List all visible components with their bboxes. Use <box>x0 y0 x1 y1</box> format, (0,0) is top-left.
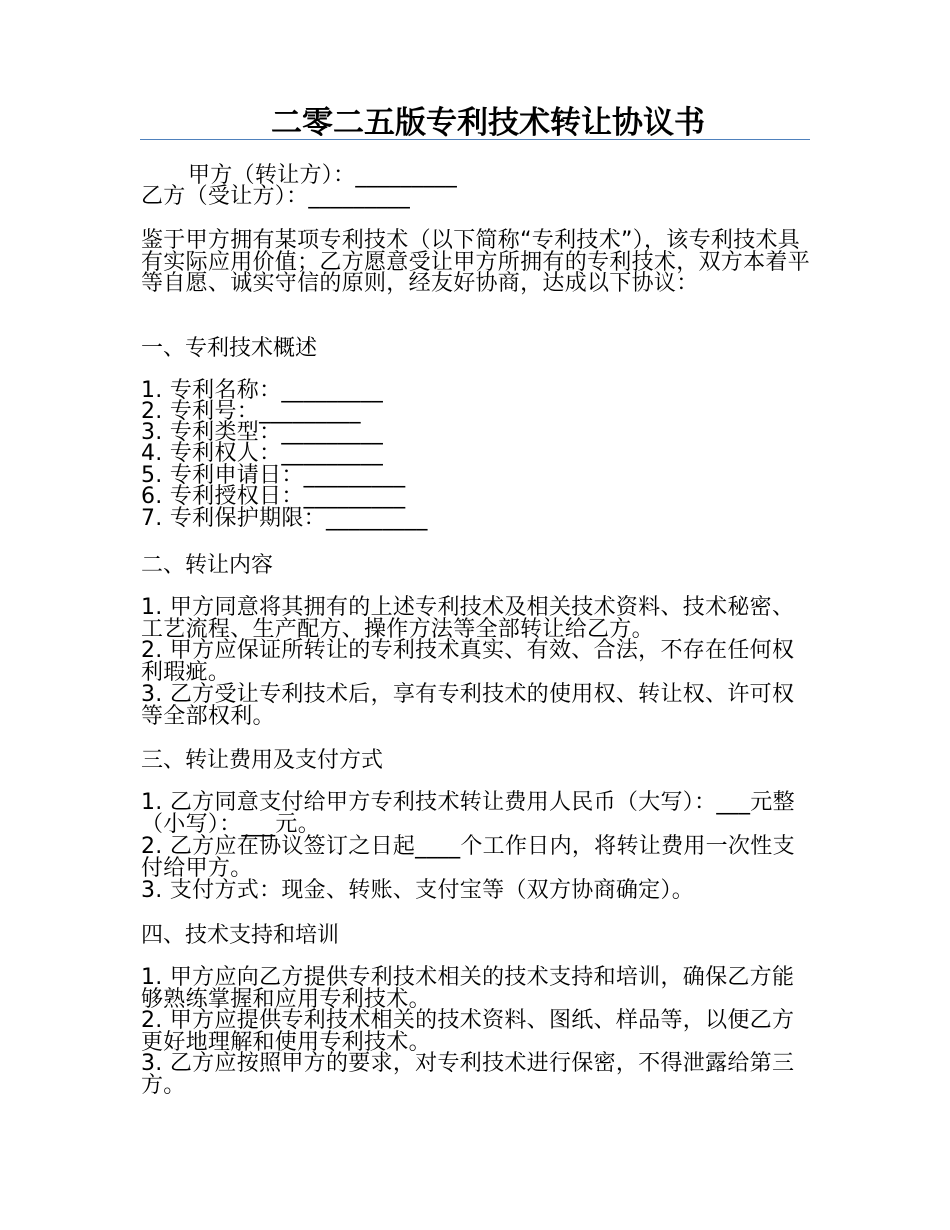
fees-item-2: 2. 乙方应在协议签订之日起____个工作日内，将转让费用一次性支付给甲方。 <box>141 834 795 881</box>
overview-item-protection-term: 7. 专利保护期限：_________ <box>141 506 428 531</box>
overview-item-patent-type: 3. 专利类型：_________ <box>141 420 384 445</box>
overview-item-patentee: 4. 专利权人：_________ <box>141 441 384 466</box>
support-item-2: 2. 甲方应提供专利技术相关的技术资料、图纸、样品等，以便乙方更好地理解和使用专利技术。 <box>141 1008 795 1055</box>
party-a-line: 甲方（转让方）：_________ <box>188 163 458 188</box>
preamble-paragraph: 鉴于甲方拥有某项专利技术（以下简称“专利技术”），该专利技术具有实际应用价值；乙方愿意受让甲方所拥有的专利技术，双方本着平等自愿、诚实守信的原则，经友好协商，达成以下协议： <box>141 228 811 296</box>
overview-item-grant-date: 6. 专利授权日：_________ <box>141 484 406 509</box>
fees-item-3: 3. 支付方式：现金、转账、支付宝等（双方协商确定）。 <box>141 878 695 903</box>
document-title: 二零二五版专利技术转让协议书 <box>271 105 705 141</box>
section-heading-transfer-content: 二、转让内容 <box>141 553 274 578</box>
overview-item-patent-name: 1. 专利名称：_________ <box>141 378 384 403</box>
fees-item-1: 1. 乙方同意支付给甲方专利技术转让费用人民币（大写）：___元整（小写）：___元。 <box>141 790 795 837</box>
party-b-line: 乙方（受让方）：_________ <box>141 184 411 209</box>
transfer-content-item-2: 2. 甲方应保证所转让的专利技术真实、有效、合法，不存在任何权利瑕疵。 <box>141 638 795 685</box>
support-item-3: 3. 乙方应按照甲方的要求，对专利技术进行保密，不得泄露给第三方。 <box>141 1051 795 1098</box>
section-heading-support-training: 四、技术支持和培训 <box>141 923 340 948</box>
overview-item-application-date: 5. 专利申请日：_________ <box>141 463 406 488</box>
title-underline <box>140 139 810 140</box>
transfer-content-item-3: 3. 乙方受让专利技术后，享有专利技术的使用权、转让权、许可权等全部权利。 <box>141 682 795 729</box>
transfer-content-item-1: 1. 甲方同意将其拥有的上述专利技术及相关技术资料、技术秘密、工艺流程、生产配方、操作方法等全部转让给乙方。 <box>141 595 795 642</box>
section-heading-overview: 一、专利技术概述 <box>141 336 318 361</box>
section-heading-fees: 三、转让费用及支付方式 <box>141 748 384 773</box>
support-item-1: 1. 甲方应向乙方提供专利技术相关的技术支持和培训，确保乙方能够熟练掌握和应用专利技术。 <box>141 965 795 1012</box>
overview-item-patent-number: 2. 专利号：_________ <box>141 399 361 424</box>
